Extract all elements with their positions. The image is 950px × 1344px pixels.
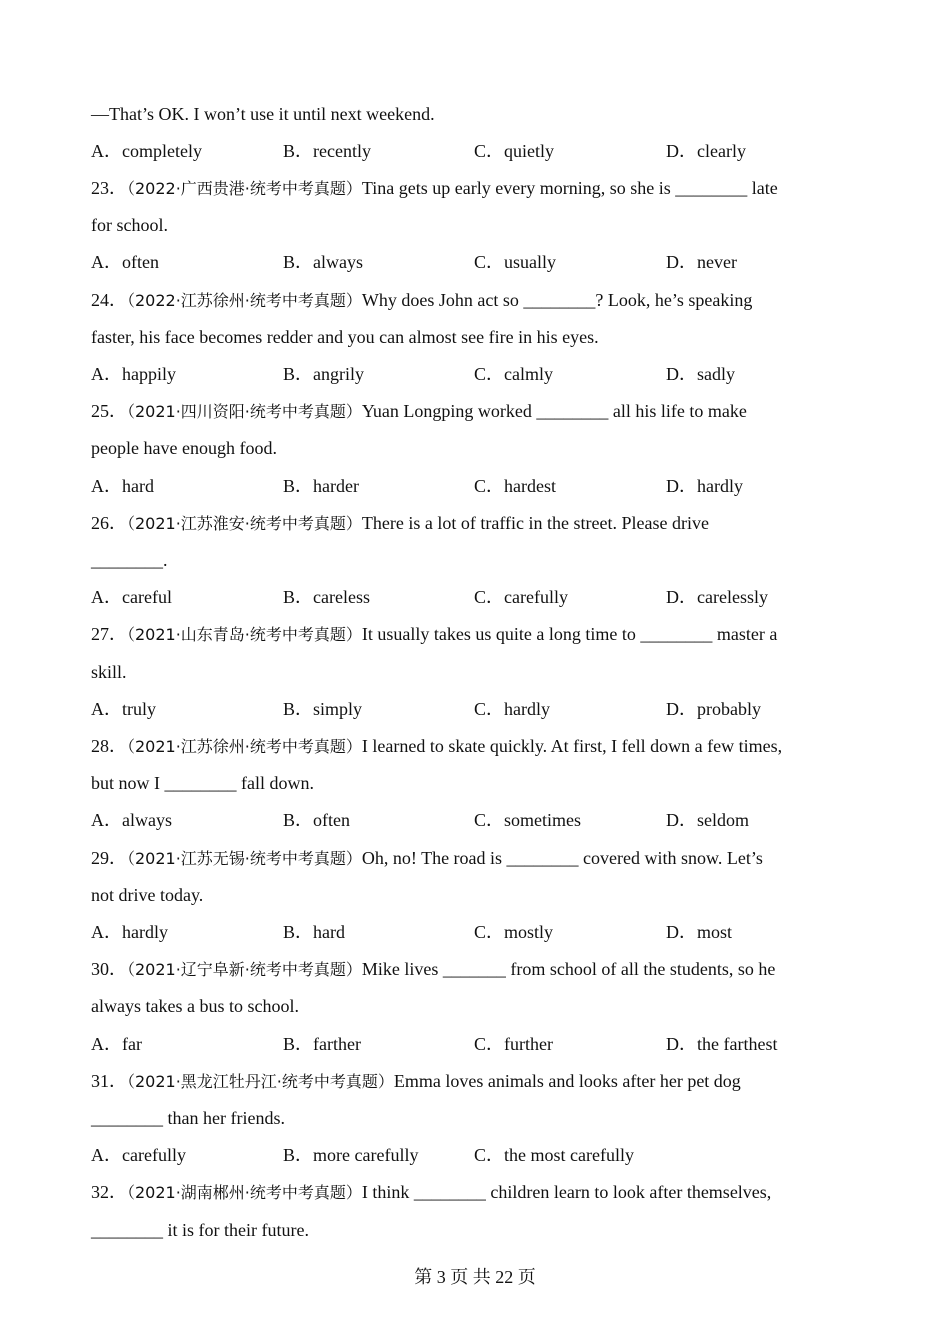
question-number: 26． (91, 512, 127, 533)
question-number: 23． (91, 178, 127, 198)
question-text-continued: ________ it is for their future. (91, 1219, 309, 1240)
question-text-continued: for school. (91, 215, 168, 236)
option-c: C．mostly (474, 922, 554, 942)
question-text-continued: always takes a bus to school. (91, 996, 299, 1017)
option-a: A．happily (91, 364, 176, 384)
answer-options (91, 1033, 871, 1055)
question-source: （2021·江苏无锡·统考中考真题） (127, 848, 362, 868)
question-text-continued: people have enough food. (91, 438, 277, 459)
question-text: Yuan Longping worked ________ all his life to make (361, 401, 747, 422)
question-text-continued: ________. (91, 550, 168, 570)
option-b: B．recently (283, 141, 371, 161)
option-d: D．never (666, 252, 737, 273)
option-a: A．hardly (91, 922, 168, 942)
question-text: Tina gets up early every morning, so she is ________ late (361, 178, 778, 198)
answer-options (91, 921, 871, 943)
option-d: D．sadly (666, 364, 735, 384)
option-c: C．quietly (474, 141, 554, 161)
question-22-options (91, 140, 871, 162)
question-25-stem (91, 400, 858, 423)
answer-options (91, 586, 871, 608)
answer-options (91, 1144, 871, 1166)
question-number: 30． (91, 959, 127, 980)
option-a: A．far (91, 1033, 142, 1054)
option-b: B．simply (283, 698, 363, 719)
question-23-stem (91, 177, 858, 200)
question-text-continued: faster, his face becomes redder and you can almost see fire in his eyes. (91, 326, 599, 347)
option-d: D．clearly (666, 141, 746, 161)
option-c: C．hardly (474, 698, 550, 719)
question-32-stem (91, 1181, 858, 1204)
option-c: C．further (474, 1033, 553, 1054)
question-source: （2021·黑龙江牡丹江·统考中考真题） (127, 1071, 394, 1091)
option-d: D．probably (666, 698, 761, 719)
option-c: C．calmly (474, 364, 553, 384)
answer-options (91, 698, 871, 720)
question-text: Oh, no! The road is ________ covered with snow. Let’s (361, 847, 763, 868)
question-source: （2022·广西贵港·统考中考真题） (127, 179, 362, 198)
option-d: D．seldom (666, 810, 749, 831)
question-number: 27． (91, 624, 127, 645)
question-number: 29． (91, 847, 127, 868)
question-text-continued: but now I ________ fall down. (91, 773, 314, 794)
question-text-continued: skill. (91, 661, 127, 682)
question-source: （2021·湖南郴州·统考中考真题） (127, 1183, 362, 1203)
option-c: C．hardest (474, 475, 556, 496)
question-source: （2021·辽宁阜新·统考中考真题） (127, 960, 362, 980)
question-24-stem (91, 289, 858, 312)
option-b: B．hard (283, 922, 345, 942)
question-28-stem (91, 735, 858, 758)
question-31-stem (91, 1070, 858, 1093)
page-footer: 第 3 页 共 22 页 (414, 1267, 536, 1287)
question-number: 28． (91, 736, 127, 756)
question-text: Why does John act so ________? Look, he’s speaking (361, 289, 753, 310)
question-source: （2021·山东青岛·统考中考真题） (127, 625, 362, 645)
answer-options (91, 809, 871, 831)
option-a: A．careful (91, 587, 172, 608)
option-d: D．the farthest (666, 1033, 778, 1054)
option-a: A．carefully (91, 1145, 186, 1166)
option-d: D．carelessly (666, 587, 768, 608)
question-text-continued: ________ than her friends. (91, 1108, 285, 1128)
question-text-continued: not drive today. (91, 884, 204, 905)
option-b: B．careless (283, 587, 370, 608)
question-text: It usually takes us quite a long time to ________ master a (361, 624, 778, 645)
option-b: B．always (283, 252, 363, 273)
question-text: Mike lives _______ from school of all the students, so he (361, 959, 776, 980)
question-text: I think ________ children learn to look after themselves, (361, 1182, 772, 1203)
question-source: （2022·江苏徐州·统考中考真题） (127, 290, 362, 310)
option-b: B．farther (283, 1033, 361, 1054)
option-b: B．angrily (283, 364, 364, 384)
question-number: 24． (91, 289, 127, 310)
option-c: C．sometimes (474, 810, 581, 831)
question-text: I learned to skate quickly. At first, I fell down a few times, (361, 736, 783, 756)
option-a: A．often (91, 252, 159, 273)
question-source: （2021·江苏淮安·统考中考真题） (127, 513, 362, 533)
option-a: A．always (91, 810, 172, 831)
option-a: A．truly (91, 698, 156, 719)
answer-options (91, 475, 871, 497)
option-b: B．often (283, 810, 350, 831)
question-30-stem (91, 958, 858, 981)
option-c: C．usually (474, 252, 557, 273)
option-b: B．harder (283, 475, 359, 496)
question-27-stem (91, 623, 858, 646)
question-29-stem (91, 847, 858, 870)
option-c: C．carefully (474, 587, 568, 608)
question-text: Emma loves animals and looks after her pet dog (393, 1070, 741, 1091)
question-source: （2021·江苏徐州·统考中考真题） (127, 737, 362, 756)
question-number: 25． (91, 401, 127, 422)
question-text: There is a lot of traffic in the street. Please drive (361, 512, 709, 533)
option-a: A．completely (91, 141, 202, 161)
question-number: 32． (91, 1182, 127, 1203)
option-d: D．hardly (666, 475, 743, 496)
question-22-last-line: —That’s OK. I won’t use it until next weekend. (91, 104, 435, 124)
question-source: （2021·四川资阳·统考中考真题） (127, 402, 362, 422)
option-a: A．hard (91, 475, 154, 496)
option-c: C．the most carefully (474, 1145, 634, 1166)
question-number: 31． (91, 1070, 127, 1091)
option-b: B．more carefully (283, 1145, 419, 1166)
answer-options (91, 251, 871, 273)
answer-options (91, 363, 871, 385)
question-26-stem (91, 512, 858, 535)
option-d: D．most (666, 922, 733, 942)
